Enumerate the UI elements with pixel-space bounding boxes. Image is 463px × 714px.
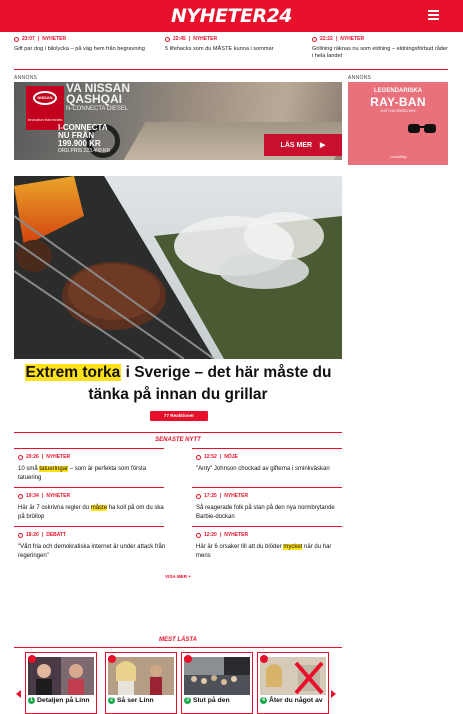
news-item[interactable]: 18:20 | DEBATT "Vårt fria och demokratiska internet är under attack från regeringen" [18,532,166,559]
clock-icon [196,494,201,499]
most-read-card[interactable]: 3 Slut på den [181,652,253,714]
ticker-headline: Gift par dog i bilolycka – på väg hem från begravning [14,46,145,52]
article-thumbnail [28,657,94,695]
ticker-headline: Grillning räknas nu som eldning – eldningsförbud råder i hela landet [312,46,448,59]
ticker-item[interactable]: 22:22 | NYHETER Grillning räknas nu som eldning – eldningsförbud råder i hela landet [312,36,448,59]
sunglasses-icon [406,120,440,138]
clock-icon [18,533,23,538]
heart-icon [108,655,116,663]
news-item[interactable]: 19:34 | NYHETER Här är 7 oskrivna regler du måste ha koll på om du ska på bröllop [18,493,164,520]
clock-icon [312,37,317,42]
most-read-card[interactable]: 1 Detaljen på Linn [25,652,97,714]
headline-highlight: Extrem torka [25,364,121,381]
nissan-ad-banner[interactable] [14,82,342,160]
hamburger-menu-icon[interactable] [428,10,439,20]
news-item[interactable]: 12:52 | NÖJE "Anty" Johnson chockad av gifterna i sminkväskan [196,454,330,472]
ad-label: ANNONS [14,75,38,81]
mest-lasta-title: MEST LÄSTA [159,637,197,643]
clock-icon [196,533,201,538]
divider [14,448,164,449]
divider [192,526,342,527]
divider [14,432,342,433]
news-item[interactable]: 20:26 | NYHETER 10 små tatueringar – som är perfekta som första tatuering [18,454,147,481]
article-thumbnail [260,657,326,695]
divider [14,69,448,70]
ticker-headline: 5 lifehacks som du MÅSTE kunna i sommar [165,46,274,52]
clock-icon [14,37,19,42]
rayban-ad-banner[interactable]: LEGENDARISKA RAY-BAN JUST NU SPARA 25% LensWay [348,82,448,165]
hero-image[interactable] [14,176,342,359]
carousel-next-arrow[interactable] [331,690,336,698]
divider [192,448,342,449]
ad-offer: I-CONNECTA NU FRÅN 199.900 KR [58,123,108,148]
heart-icon [184,655,192,663]
ad-subline: N-CONNECTA DIESEL [66,106,129,112]
ticker-item[interactable]: 22:45 | NYHETER 5 lifehacks som du MÅSTE kunna i sommar [165,36,305,53]
news-ticker [14,36,448,68]
news-item[interactable]: 12:20 | NYHETER Här är 6 orsaker till att du blöder mycket när du har mens [196,532,332,559]
ticker-item[interactable]: 23:07 | NYHETER Gift par dog i bilolycka – på väg hem från begravning [14,36,154,53]
top-navigation-bar [0,0,463,32]
divider [192,487,342,488]
las-mer-button[interactable]: LÄS MER ▶ [264,134,342,156]
article-thumbnail [108,657,174,695]
headline-text: i Sverige – det här måste du tänka på innan du grillar [88,364,332,403]
ad-price-note: ORD.PRIS 223.400 KR [58,148,110,154]
arrow-right-icon: ▶ [320,142,326,149]
carousel-prev-arrow[interactable] [16,690,21,698]
divider [14,487,164,488]
clock-icon [165,37,170,42]
senaste-nytt-title: SENASTE NYTT [155,437,201,443]
hero-headline[interactable] [14,362,342,406]
heart-icon [260,655,268,663]
divider [14,526,164,527]
clock-icon [18,455,23,460]
divider [14,647,342,648]
most-read-card[interactable]: 4 Åter du något av [257,652,329,714]
site-logo[interactable]: NYHETER24 [170,5,293,27]
reactions-button[interactable]: 77 Reaktioner [150,411,208,421]
clock-icon [18,494,23,499]
heart-icon [28,655,36,663]
article-thumbnail [184,657,250,695]
clock-icon [196,455,201,460]
ad-label: ANNONS [348,75,372,81]
most-read-card[interactable]: 2 Så ser Linn [105,652,177,714]
nissan-logo: NISSAN Innovation that excites [26,86,64,130]
news-item[interactable]: 17:25 | NYHETER Så reagerade folk på stan på den nya normbrytande Barbie-dockan [196,493,335,520]
visa-mer-link[interactable]: VISA MER + [165,574,191,579]
ad-headline: VA NISSAN QASHQAI [66,82,131,106]
